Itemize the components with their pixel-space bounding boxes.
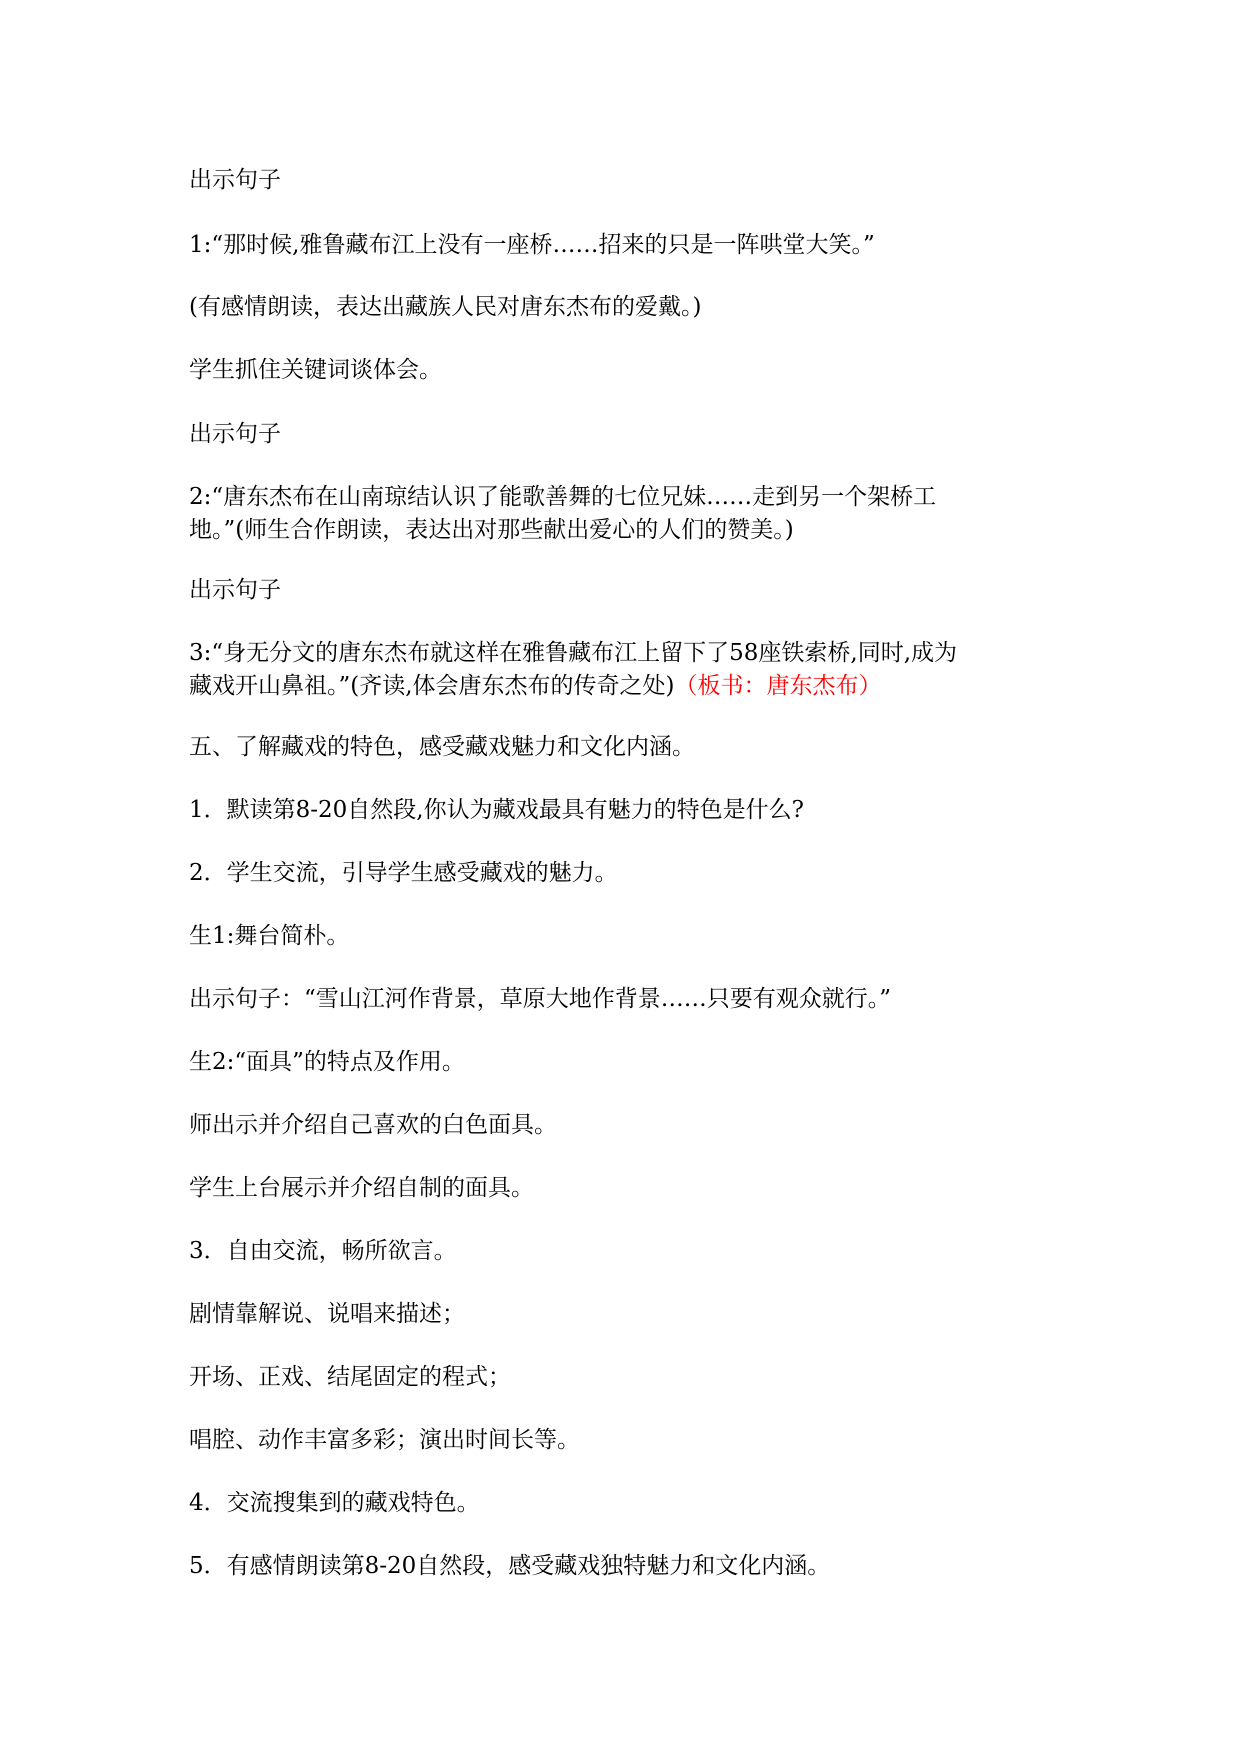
paragraph-sentence-2-line-2: 地。”(师生合作朗读，表达出对那些献出爱心的人们的赞美。) (189, 517, 794, 543)
paragraph-show-sentence-stage: 出示句子：“雪山江河作背景，草原大地作背景……只要有观众就行。” (189, 986, 892, 1012)
paragraph-fixed-format: 开场、正戏、结尾固定的程式； (189, 1364, 511, 1390)
paragraph-step-2: 2．学生交流，引导学生感受藏戏的魅力。 (189, 860, 618, 886)
paragraph-step-4: 4．交流搜集到的藏戏特色。 (189, 1490, 480, 1516)
paragraph-student-2: 生2:“面具”的特点及作用。 (189, 1049, 465, 1075)
paragraph-step-1: 1．默读第8-20自然段,你认为藏戏最具有魅力的特色是什么? (189, 797, 804, 823)
paragraph-show-sentence-1-heading: 出示句子 (189, 167, 281, 193)
paragraph-sentence-2-line-1: 2:“唐东杰布在山南琼结认识了能歌善舞的七位兄妹……走到另一个架桥工 (189, 484, 937, 510)
paragraph-step-3: 3．自由交流，畅所欲言。 (189, 1238, 457, 1264)
paragraph-show-sentence-2-heading: 出示句子 (189, 421, 281, 447)
paragraph-sentence-1: 1:“那时候,雅鲁藏布江上没有一座桥……招来的只是一阵哄堂大笑。” (189, 232, 875, 258)
paragraph-read-with-emotion: (有感情朗读，表达出藏族人民对唐东杰布的爱戴。) (189, 294, 702, 320)
paragraph-sentence-3-line-1: 3:“身无分文的唐东杰布就这样在雅鲁藏布江上留下了58座铁索桥,同时,成为 (189, 640, 958, 666)
paragraph-plot-narration: 剧情靠解说、说唱来描述； (189, 1301, 465, 1327)
paragraph-section-five-heading: 五、了解藏戏的特色，感受藏戏魅力和文化内涵。 (189, 734, 695, 760)
paragraph-show-sentence-3-heading: 出示句子 (189, 577, 281, 603)
paragraph-sentence-3-line-2 (189, 669, 1069, 703)
paragraph-teacher-mask: 师出示并介绍自己喜欢的白色面具。 (189, 1112, 557, 1138)
paragraph-step-5: 5．有感情朗读第8-20自然段，感受藏戏独特魅力和文化内涵。 (189, 1553, 831, 1579)
paragraph-student-1: 生1:舞台简朴。 (189, 923, 350, 949)
paragraph-keywords-discussion: 学生抓住关键词谈体会。 (189, 357, 442, 383)
blackboard-note: （板书：唐东杰布） (674, 673, 882, 699)
paragraph-singing-actions: 唱腔、动作丰富多彩；演出时间长等。 (189, 1427, 580, 1453)
paragraph-students-mask: 学生上台展示并介绍自制的面具。 (189, 1175, 534, 1201)
sentence-3-text: 藏戏开山鼻祖。”(齐读,体会唐东杰布的传奇之处) (189, 673, 675, 699)
